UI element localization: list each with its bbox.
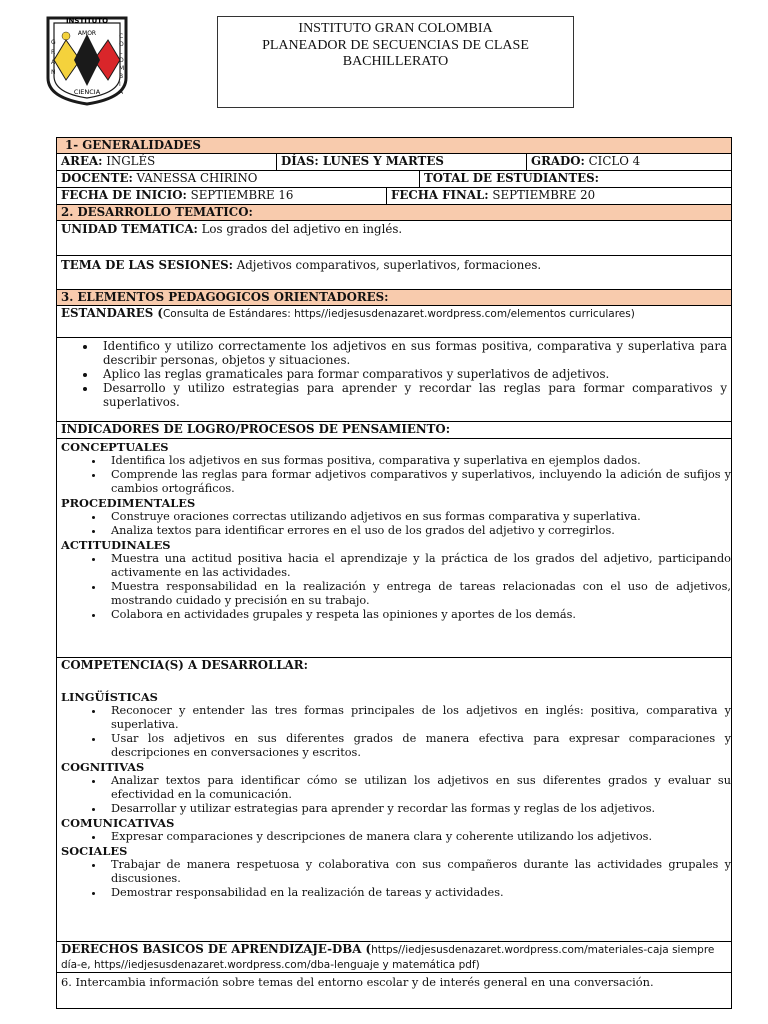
list-item: • Desarrollo y utilizo estrategias para aprender y recordar las reglas para formar comparativos y superlativos. [97, 381, 727, 409]
procedimentales-label: PROCEDIMENTALES [61, 496, 196, 510]
list-item: • Desarrollar y utilizar estrategias para aprender y recordar las formas y reglas de los adjetivos. [105, 802, 731, 816]
header-institution: INSTITUTO GRAN COLOMBIA [298, 21, 493, 36]
logo-bottom-text: CIENCIA [73, 88, 101, 96]
document-header [217, 16, 574, 108]
row-indicadores [57, 422, 731, 658]
row-estandares-list [57, 338, 731, 422]
dias-label: DÍAS: LUNES Y MARTES [281, 154, 444, 168]
section-generalidades-header [57, 138, 731, 154]
list-item: • Analiza textos para identificar errores en el uso de los grados del adjetivo y corregirlos. [105, 524, 731, 538]
fecha-inicio-label: FECHA DE INICIO: [61, 188, 187, 202]
unidad-label: UNIDAD TEMATICA: [61, 222, 198, 236]
row-fechas [57, 188, 731, 205]
svg-text:I: I [119, 81, 121, 88]
list-item: • Comprende las reglas para formar adjetivos comparativos y superlativos, incluyendo la adición de sufijos y cambios ortográficos. [105, 468, 731, 496]
unidad-value: Los grados del adjetivo en inglés. [197, 222, 403, 236]
list-item: • Identifica los adjetivos en sus formas positiva, comparativa y superlativa en ejemplos dados. [105, 454, 731, 468]
row-tema [57, 256, 731, 290]
docente-value: VANESSA CHIRINO [132, 171, 258, 185]
docente-label: DOCENTE: [61, 171, 133, 185]
list-item: • Construye oraciones correctas utilizando adjetivos en sus formas comparativa y superlativa. [105, 510, 731, 524]
area-value: INGLÉS [102, 154, 156, 168]
list-item: • Demostrar responsabilidad en la realización de tareas y actividades. [105, 886, 731, 900]
tema-value: Adjetivos comparativos, superlativos, formaciones. [232, 258, 542, 272]
estandares-list [57, 339, 727, 409]
conceptuales-label: CONCEPTUALES [61, 440, 169, 454]
fecha-inicio-value: SEPTIEMBRE 16 [186, 188, 294, 202]
actitudinales-list [61, 552, 731, 622]
logo-motto: AMOR [77, 30, 97, 37]
svg-text:M: M [119, 65, 125, 72]
grado-label: GRADO: [531, 154, 585, 168]
fecha-final-value: SEPTIEMBRE 20 [488, 188, 596, 202]
procedimentales-list [61, 510, 731, 538]
estandares-label: ESTANDARES ( [61, 306, 163, 320]
fecha-final-label: FECHA FINAL: [391, 188, 489, 202]
row-unidad [57, 221, 731, 256]
actitudinales-label: ACTITUDINALES [61, 538, 171, 552]
svg-text:A: A [51, 59, 56, 66]
sociales-label: SOCIALES [61, 844, 128, 858]
dba-item: 6. Intercambia información sobre temas del entorno escolar y de interés general en una conversación. [61, 975, 654, 989]
row-dba-title [57, 942, 731, 973]
list-item: • Analizar textos para identificar cómo se utilizan los adjetivos en sus diferentes grados y evaluar su efectividad en la comunicación. [105, 774, 731, 802]
list-item: • Reconocer y entender las tres formas principales de los adjetivos en inglés: positiva, comparativa y superlativa. [105, 704, 731, 732]
dba-label: DERECHOS BASICOS DE APRENDIZAJE-DBA ( [61, 942, 372, 956]
svg-text:R: R [51, 49, 56, 56]
grado-value: CICLO 4 [584, 154, 641, 168]
cognitivas-list [61, 774, 731, 816]
row-docente [57, 171, 731, 188]
header-planner-title: PLANEADOR DE SECUENCIAS DE CLASE [262, 37, 529, 53]
linguisticas-list [61, 704, 731, 760]
list-item: • Trabajar de manera respetuosa y colaborativa con sus compañeros durante las actividades grupales y discusiones. [105, 858, 731, 886]
list-item: • Expresar comparaciones y descripciones de manera clara y coherente utilizando los adjetivos. [105, 830, 731, 844]
planner-table [56, 137, 732, 1009]
svg-text:L: L [119, 49, 123, 56]
svg-text:G: G [51, 39, 56, 46]
dba-links[interactable]: https//iedjesusdenazaret.wordpress.com/materiales-caja siempre día-e, https//iedjesusdenazaret.wordpress.com/dba-lenguaje y matemática pdf) [61, 944, 715, 971]
svg-text:O: O [119, 57, 124, 64]
list-item: • Muestra responsabilidad en la realización y entrega de tareas relacionadas con el uso de adjetivos, mostrando cuidado y precisión en su trabajo. [105, 580, 731, 608]
total-estudiantes-label: TOTAL DE ESTUDIANTES: [424, 171, 599, 185]
svg-text:N: N [51, 69, 56, 76]
section-desarrollo-header [57, 205, 731, 221]
section-title: 2. DESARROLLO TEMATICO: [61, 205, 253, 219]
row-competencias [57, 658, 731, 942]
linguisticas-label: LINGÜÍSTICAS [61, 690, 158, 704]
list-item: • Aplico las reglas gramaticales para formar comparativos y superlativos de adjetivos. [97, 367, 727, 381]
comunicativas-label: COMUNICATIVAS [61, 816, 175, 830]
svg-text:A: A [119, 89, 124, 96]
list-item: • Colabora en actividades grupales y respeta las opiniones y aportes de los demás. [105, 608, 731, 622]
comunicativas-list [61, 830, 731, 844]
logo-top-text: INSTITUTO [65, 17, 109, 25]
svg-text:B: B [119, 73, 124, 80]
competencias-title: COMPETENCIA(S) A DESARROLLAR: [61, 658, 308, 672]
row-area [57, 154, 731, 171]
conceptuales-list [61, 454, 731, 496]
tema-label: TEMA DE LAS SESIONES: [61, 258, 233, 272]
header-level: BACHILLERATO [342, 54, 449, 69]
row-estandares-title [57, 306, 731, 338]
section-elementos-header [57, 290, 731, 306]
svg-text:O: O [119, 41, 124, 48]
sociales-list [61, 858, 731, 900]
section-title: 1- GENERALIDADES [65, 138, 201, 152]
list-item: • Identifico y utilizo correctamente los adjetivos en sus formas positiva, comparativa y superlativa para describir personas, objetos y situaciones. [97, 339, 727, 367]
estandares-link[interactable]: Consulta de Estándares: https//iedjesusdenazaret.wordpress.com/elementos curriculares) [162, 308, 635, 320]
section-title: 3. ELEMENTOS PEDAGOGICOS ORIENTADORES: [61, 290, 389, 304]
svg-text:C: C [119, 33, 124, 40]
institution-logo [42, 14, 132, 106]
list-item: • Muestra una actitud positiva hacia el aprendizaje y la práctica de los grados del adjetivo, participando activamente en las actividades. [105, 552, 731, 580]
row-dba-item [57, 973, 731, 1008]
cognitivas-label: COGNITIVAS [61, 760, 145, 774]
list-item: • Usar los adjetivos en sus diferentes grados de manera efectiva para expresar comparaciones y descripciones en conversaciones y escritos. [105, 732, 731, 760]
indicadores-title: INDICADORES DE LOGRO/PROCESOS DE PENSAMIENTO: [57, 422, 731, 439]
area-label: AREA: [61, 154, 103, 168]
